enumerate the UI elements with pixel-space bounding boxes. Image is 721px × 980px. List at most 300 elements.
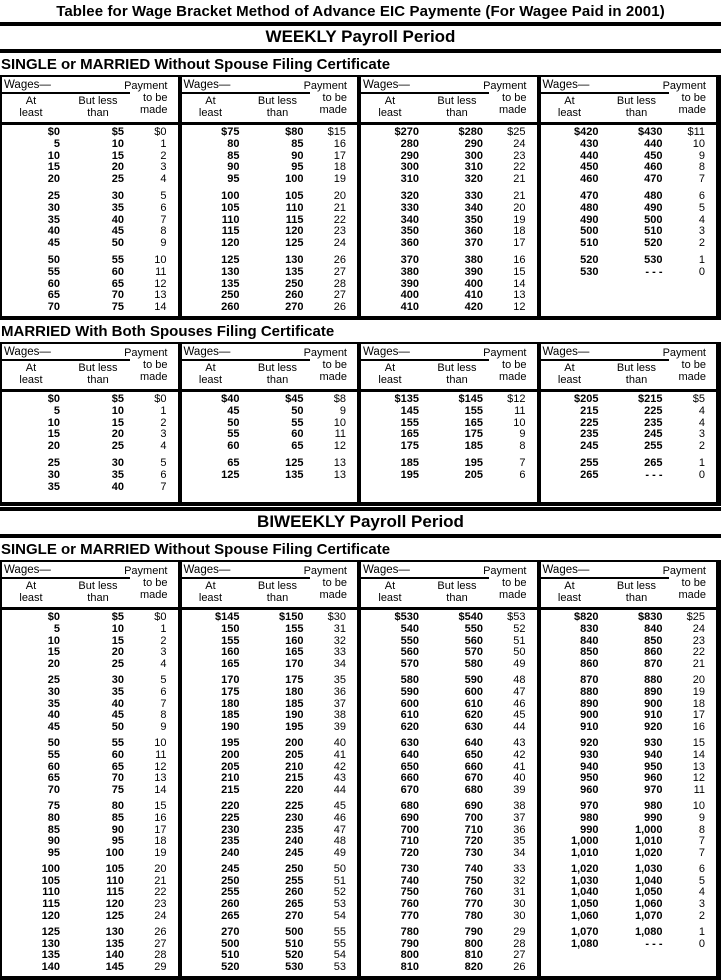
table-row bbox=[2, 887, 178, 899]
payment-cell: 1 bbox=[160, 404, 167, 417]
payment-cell: 18 bbox=[513, 225, 526, 238]
payment-cell: 54 bbox=[333, 949, 346, 962]
table-row bbox=[541, 710, 717, 722]
but-less-than-cell: 230 bbox=[285, 811, 304, 824]
wages-label: Wages— bbox=[2, 79, 130, 94]
at-least-cell: 240 bbox=[221, 847, 240, 860]
but-less-than-label-line2: than bbox=[625, 591, 648, 604]
wage-row-group bbox=[2, 458, 178, 493]
payment-label-line3: made bbox=[139, 370, 168, 383]
table-row bbox=[2, 441, 178, 453]
at-least-cell: 70 bbox=[47, 301, 60, 314]
wage-table bbox=[357, 77, 537, 316]
payment-cell: 40 bbox=[513, 772, 526, 785]
payment-cell: $5 bbox=[692, 392, 705, 405]
at-least-cell: 510 bbox=[221, 949, 240, 962]
payment-cell: 29 bbox=[154, 961, 167, 974]
table-row bbox=[541, 785, 717, 797]
table-row bbox=[2, 636, 178, 648]
wage-subheaders bbox=[361, 580, 483, 604]
but-less-than-cell: 100 bbox=[285, 173, 304, 186]
payment-to-be-made-label bbox=[304, 346, 358, 386]
at-least-cell: 255 bbox=[580, 456, 599, 469]
table-row bbox=[541, 836, 717, 848]
at-least-cell: 500 bbox=[221, 937, 240, 950]
at-least-cell: 60 bbox=[227, 440, 240, 453]
table-row bbox=[2, 876, 178, 888]
wage-table bbox=[178, 562, 358, 976]
wages-header-block bbox=[361, 346, 483, 386]
table-row bbox=[182, 962, 358, 974]
payment-cell: 2 bbox=[160, 416, 167, 429]
table-row bbox=[2, 226, 178, 238]
table-row bbox=[182, 848, 358, 860]
table-row bbox=[361, 738, 537, 750]
payment-to-be-made-label bbox=[124, 346, 178, 386]
but-less-than-cell: 580 bbox=[464, 658, 483, 671]
at-least-cell: 165 bbox=[400, 428, 419, 441]
but-less-than-cell: 135 bbox=[105, 937, 124, 950]
wage-row-group bbox=[2, 801, 178, 860]
at-least-cell: 830 bbox=[580, 622, 599, 635]
payroll-period-banner: BIWEEKLY Payroll Period bbox=[0, 507, 721, 538]
at-least-cell: 760 bbox=[400, 898, 419, 911]
at-least-label-line2: least bbox=[378, 107, 402, 119]
payment-cell: 2 bbox=[160, 149, 167, 162]
table-row bbox=[182, 801, 358, 813]
at-least-label-line2: least bbox=[378, 373, 402, 386]
but-less-than-label-line2: than bbox=[266, 107, 289, 119]
at-least-label-line1: At bbox=[25, 361, 37, 374]
at-least-cell: 220 bbox=[221, 799, 240, 812]
wage-row-group bbox=[541, 255, 717, 279]
at-least-cell: 470 bbox=[580, 189, 599, 202]
table-row bbox=[2, 482, 178, 494]
at-least-label-line1: At bbox=[564, 579, 575, 592]
wage-row-group bbox=[541, 927, 717, 951]
but-less-than-cell: 350 bbox=[464, 213, 483, 226]
payment-cell: 7 bbox=[519, 456, 526, 469]
at-least-cell: 165 bbox=[221, 658, 240, 671]
but-less-than-cell: 265 bbox=[644, 456, 663, 469]
but-less-than-cell: 195 bbox=[464, 456, 483, 469]
payment-cell: 8 bbox=[698, 161, 705, 174]
at-least-label bbox=[361, 580, 419, 604]
table-row bbox=[182, 636, 358, 648]
table-row bbox=[182, 139, 358, 151]
payment-cell: 27 bbox=[333, 289, 346, 302]
table-row bbox=[2, 836, 178, 848]
payment-cell: 8 bbox=[519, 440, 526, 453]
payment-cell: 51 bbox=[333, 874, 346, 887]
at-least-cell: 700 bbox=[400, 823, 419, 836]
payment-label-line3: made bbox=[319, 104, 347, 116]
table-row bbox=[361, 470, 537, 482]
table-row bbox=[2, 612, 178, 624]
but-less-than-cell: $5 bbox=[111, 392, 124, 405]
wage-table-header bbox=[361, 562, 537, 610]
table-row bbox=[541, 612, 717, 624]
table-row bbox=[182, 836, 358, 848]
wage-row-group bbox=[541, 675, 717, 734]
but-less-than-label-line2: than bbox=[87, 373, 109, 386]
but-less-than-cell: 60 bbox=[291, 428, 304, 441]
payroll-period-banner: WEEKLY Payroll Period bbox=[0, 26, 721, 53]
at-least-cell: 135 bbox=[221, 277, 240, 290]
payment-cell: 49 bbox=[333, 847, 346, 860]
payment-label-line3: made bbox=[319, 370, 347, 383]
but-less-than-label bbox=[240, 362, 304, 386]
payment-cell: 11 bbox=[514, 404, 526, 417]
but-less-than-cell: 235 bbox=[644, 416, 663, 429]
but-less-than-cell: 135 bbox=[285, 468, 304, 481]
wage-table bbox=[537, 77, 717, 316]
at-least-cell: 35 bbox=[47, 697, 60, 710]
but-less-than-cell: 65 bbox=[291, 440, 304, 453]
but-less-than-cell: 15 bbox=[111, 634, 124, 647]
but-less-than-cell: 730 bbox=[464, 847, 483, 860]
but-less-than-cell: 160 bbox=[285, 634, 304, 647]
payment-cell: 4 bbox=[698, 213, 705, 226]
but-less-than-cell: 1,000 bbox=[634, 823, 663, 836]
wage-row-group bbox=[361, 191, 537, 250]
table-row bbox=[361, 174, 537, 186]
but-less-than-cell: 115 bbox=[106, 886, 124, 899]
at-least-cell: 370 bbox=[400, 253, 419, 266]
but-less-than-cell: 215 bbox=[285, 772, 304, 785]
payment-cell: 20 bbox=[692, 673, 705, 686]
but-less-than-cell: 320 bbox=[464, 173, 483, 186]
at-least-cell: 440 bbox=[580, 149, 599, 162]
table-row bbox=[182, 394, 358, 406]
but-less-than-cell: 1,070 bbox=[634, 910, 663, 923]
at-least-cell: 560 bbox=[400, 646, 419, 659]
table-row bbox=[182, 279, 358, 291]
payment-cell: 24 bbox=[513, 137, 526, 150]
but-less-than-cell: - - - bbox=[645, 265, 663, 278]
but-less-than-cell: 95 bbox=[291, 161, 304, 174]
payment-cell: 3 bbox=[160, 161, 167, 174]
wages-label: Wages— bbox=[541, 79, 669, 94]
at-least-cell: 75 bbox=[47, 799, 60, 812]
payment-cell: 53 bbox=[333, 961, 346, 974]
table-row bbox=[541, 624, 717, 636]
table-row bbox=[182, 441, 358, 453]
wage-row-group bbox=[361, 394, 537, 453]
but-less-than-cell: 620 bbox=[464, 709, 483, 722]
at-least-cell: 270 bbox=[221, 925, 240, 938]
at-least-label-line2: least bbox=[198, 107, 223, 119]
wage-table-body bbox=[2, 610, 178, 976]
at-least-cell: 175 bbox=[400, 440, 419, 453]
wage-row-group bbox=[361, 255, 537, 314]
but-less-than-cell: 50 bbox=[291, 404, 304, 417]
at-least-cell: 930 bbox=[580, 748, 599, 761]
payment-cell: 26 bbox=[333, 253, 346, 266]
at-least-cell: 30 bbox=[47, 685, 60, 698]
but-less-than-cell: 570 bbox=[464, 646, 483, 659]
at-least-cell: 620 bbox=[400, 721, 419, 734]
wage-row-group bbox=[182, 738, 358, 797]
table-row bbox=[541, 203, 717, 215]
but-less-than-cell: 65 bbox=[111, 760, 124, 773]
but-less-than-cell: 990 bbox=[644, 811, 663, 824]
payment-label-line2: to be bbox=[322, 358, 347, 371]
filing-status-heading: MARRIED With Both Spouses Filing Certificate bbox=[1, 322, 335, 340]
payment-cell: 14 bbox=[154, 784, 167, 797]
payment-cell: 52 bbox=[333, 886, 346, 899]
at-least-cell: 15 bbox=[47, 646, 60, 659]
at-least-cell: 170 bbox=[221, 673, 240, 686]
table-row bbox=[2, 722, 178, 734]
wage-row-group bbox=[361, 927, 537, 974]
at-least-cell: 185 bbox=[221, 709, 240, 722]
at-least-cell: 710 bbox=[400, 835, 419, 848]
but-less-than-cell: 85 bbox=[111, 811, 124, 824]
table-row bbox=[182, 675, 358, 687]
but-less-than-cell: 1,050 bbox=[634, 886, 663, 899]
but-less-than-cell: 140 bbox=[105, 949, 124, 962]
but-less-than-cell: 135 bbox=[285, 265, 304, 278]
at-least-cell: $75 bbox=[221, 126, 240, 138]
payment-cell: 13 bbox=[333, 456, 346, 469]
table-row bbox=[182, 290, 358, 302]
but-less-than-cell: 250 bbox=[285, 862, 304, 875]
at-least-cell: 670 bbox=[400, 784, 419, 797]
payment-cell: 12 bbox=[154, 760, 167, 773]
at-least-label-line2: least bbox=[19, 591, 43, 604]
but-less-than-cell: 15 bbox=[111, 149, 124, 162]
table-row bbox=[182, 710, 358, 722]
table-row bbox=[2, 647, 178, 659]
at-least-cell: 490 bbox=[580, 213, 599, 226]
at-least-cell: 280 bbox=[400, 137, 419, 150]
table-row bbox=[361, 876, 537, 888]
but-less-than-label bbox=[60, 580, 124, 604]
at-least-cell: 540 bbox=[400, 622, 419, 635]
table-row bbox=[541, 813, 717, 825]
wage-row-group bbox=[182, 458, 358, 482]
at-least-cell: 610 bbox=[400, 709, 419, 722]
but-less-than-cell: 110 bbox=[285, 201, 304, 214]
table-row bbox=[361, 836, 537, 848]
at-least-cell: 125 bbox=[221, 468, 240, 481]
at-least-cell: 40 bbox=[47, 709, 60, 722]
table-row bbox=[541, 848, 717, 860]
at-least-cell: 10 bbox=[47, 416, 60, 429]
at-least-cell: 225 bbox=[221, 811, 240, 824]
wage-table bbox=[357, 562, 537, 976]
payment-label-line2: to be bbox=[143, 358, 168, 371]
at-least-label-line1: At bbox=[564, 361, 575, 374]
at-least-cell: 630 bbox=[400, 736, 419, 749]
table-row bbox=[361, 864, 537, 876]
but-less-than-cell: 650 bbox=[464, 748, 483, 761]
payment-cell: 6 bbox=[160, 468, 167, 481]
table-row bbox=[2, 864, 178, 876]
payment-cell: 17 bbox=[692, 709, 705, 722]
payment-cell: 39 bbox=[333, 721, 346, 734]
payment-cell: 10 bbox=[154, 253, 167, 266]
wages-header-block bbox=[2, 346, 124, 386]
payment-label-line1: Payment bbox=[662, 346, 706, 359]
wages-label: Wages— bbox=[361, 564, 489, 579]
payment-to-be-made-label bbox=[663, 79, 717, 119]
wages-header-block bbox=[2, 79, 124, 119]
wage-table bbox=[2, 344, 178, 502]
table-row bbox=[2, 762, 178, 774]
wage-table bbox=[2, 562, 178, 976]
at-least-cell: 980 bbox=[580, 811, 599, 824]
at-least-cell: 10 bbox=[47, 634, 60, 647]
table-row bbox=[541, 927, 717, 939]
at-least-label bbox=[541, 580, 599, 604]
at-least-cell: 5 bbox=[53, 137, 60, 150]
payment-cell: 30 bbox=[513, 898, 526, 911]
but-less-than-cell: 40 bbox=[111, 697, 124, 710]
but-less-than-cell: 290 bbox=[464, 137, 483, 150]
but-less-than-cell: 500 bbox=[285, 925, 304, 938]
at-least-cell: 450 bbox=[580, 161, 599, 174]
wage-subheaders bbox=[2, 362, 124, 386]
but-less-than-cell: 220 bbox=[285, 784, 304, 797]
table-row bbox=[2, 659, 178, 671]
but-less-than-cell: $5 bbox=[111, 126, 124, 138]
at-least-cell: 840 bbox=[580, 634, 599, 647]
payment-cell: 31 bbox=[333, 622, 346, 635]
wage-row-group bbox=[361, 864, 537, 923]
at-least-cell: 120 bbox=[41, 910, 60, 923]
but-less-than-cell: 300 bbox=[464, 149, 483, 162]
table-row bbox=[182, 470, 358, 482]
payment-cell: 4 bbox=[160, 440, 167, 453]
at-least-cell: 30 bbox=[47, 468, 60, 481]
table-row bbox=[541, 750, 717, 762]
but-less-than-cell: 370 bbox=[464, 237, 483, 250]
wages-label: Wages— bbox=[182, 346, 310, 361]
but-less-than-cell: 600 bbox=[464, 685, 483, 698]
wages-label: Wages— bbox=[361, 79, 489, 94]
at-least-label bbox=[541, 362, 599, 386]
table-row bbox=[2, 899, 178, 911]
table-row bbox=[541, 191, 717, 203]
but-less-than-cell: 125 bbox=[285, 456, 304, 469]
at-least-label-line1: At bbox=[384, 361, 396, 374]
wages-header-block bbox=[182, 79, 304, 119]
but-less-than-cell: 205 bbox=[285, 748, 304, 761]
wage-table-header bbox=[361, 77, 537, 125]
table-row bbox=[541, 911, 717, 923]
table-row bbox=[361, 750, 537, 762]
payment-cell: 45 bbox=[513, 709, 526, 722]
table-row bbox=[2, 750, 178, 762]
but-less-than-cell: 155 bbox=[285, 622, 304, 635]
at-least-cell: 15 bbox=[47, 161, 60, 174]
but-less-than-cell: 55 bbox=[291, 416, 304, 429]
wage-subheaders bbox=[541, 95, 663, 119]
table-row bbox=[182, 939, 358, 951]
payment-cell: 9 bbox=[339, 404, 346, 417]
at-least-cell: 70 bbox=[47, 784, 60, 797]
but-less-than-cell: 900 bbox=[644, 697, 663, 710]
payment-cell: 17 bbox=[513, 237, 526, 250]
wage-row-group bbox=[361, 127, 537, 186]
wage-table-body bbox=[182, 610, 358, 976]
table-row bbox=[182, 151, 358, 163]
payment-cell: 24 bbox=[154, 910, 167, 923]
at-least-cell: 45 bbox=[227, 404, 240, 417]
but-less-than-cell: 100 bbox=[105, 847, 124, 860]
payment-cell: 13 bbox=[692, 760, 705, 773]
wage-table-header bbox=[541, 344, 717, 392]
at-least-cell: 390 bbox=[400, 277, 419, 290]
table-row bbox=[361, 215, 537, 227]
table-row bbox=[2, 848, 178, 860]
at-least-cell: 1,000 bbox=[570, 835, 599, 848]
table-row bbox=[2, 238, 178, 250]
but-less-than-cell: 190 bbox=[285, 709, 304, 722]
wage-row-group bbox=[541, 801, 717, 860]
table-row bbox=[361, 848, 537, 860]
table-row bbox=[2, 911, 178, 923]
but-less-than-cell: 95 bbox=[111, 835, 124, 848]
at-least-cell: 25 bbox=[47, 189, 60, 202]
at-least-cell: 480 bbox=[580, 201, 599, 214]
at-least-cell: 30 bbox=[47, 201, 60, 214]
but-less-than-cell: 10 bbox=[111, 404, 124, 417]
at-least-label-line2: least bbox=[557, 373, 582, 386]
but-less-than-cell: 520 bbox=[644, 237, 663, 250]
payment-cell: 48 bbox=[333, 835, 346, 848]
table-row bbox=[2, 174, 178, 186]
payment-cell: 11 bbox=[155, 265, 167, 278]
payment-cell: 7 bbox=[160, 213, 167, 226]
at-least-cell: 790 bbox=[400, 937, 419, 950]
but-less-than-cell: 770 bbox=[464, 898, 483, 911]
payment-cell: $12 bbox=[507, 392, 526, 405]
wage-subheaders bbox=[182, 580, 304, 604]
payment-cell: 18 bbox=[333, 161, 346, 174]
payment-label-line1: Payment bbox=[303, 564, 347, 577]
table-row bbox=[541, 418, 717, 430]
but-less-than-cell: 70 bbox=[111, 772, 124, 785]
at-least-cell: 250 bbox=[221, 289, 240, 302]
payment-label-line2: to be bbox=[322, 92, 347, 104]
but-less-than-cell: 180 bbox=[285, 685, 304, 698]
at-least-cell: 95 bbox=[47, 847, 60, 860]
payment-cell: 41 bbox=[513, 760, 526, 773]
payment-cell: 46 bbox=[333, 811, 346, 824]
payment-label-line1: Payment bbox=[124, 564, 168, 577]
table-row bbox=[361, 962, 537, 974]
payment-cell: 2 bbox=[160, 634, 167, 647]
at-least-cell: 185 bbox=[400, 456, 419, 469]
payment-cell: 4 bbox=[698, 416, 705, 429]
at-least-cell: 55 bbox=[47, 748, 60, 761]
but-less-than-cell: 125 bbox=[285, 237, 304, 250]
payment-cell: 55 bbox=[333, 937, 346, 950]
payment-cell: 35 bbox=[333, 673, 346, 686]
payment-cell: 55 bbox=[333, 925, 346, 938]
wage-row-group bbox=[361, 801, 537, 860]
table-row bbox=[541, 699, 717, 711]
payment-cell: 19 bbox=[154, 847, 167, 860]
wage-row-group bbox=[182, 675, 358, 734]
table-row bbox=[541, 887, 717, 899]
at-least-cell: 20 bbox=[47, 173, 60, 186]
table-row bbox=[182, 238, 358, 250]
payment-cell: 13 bbox=[333, 468, 346, 481]
